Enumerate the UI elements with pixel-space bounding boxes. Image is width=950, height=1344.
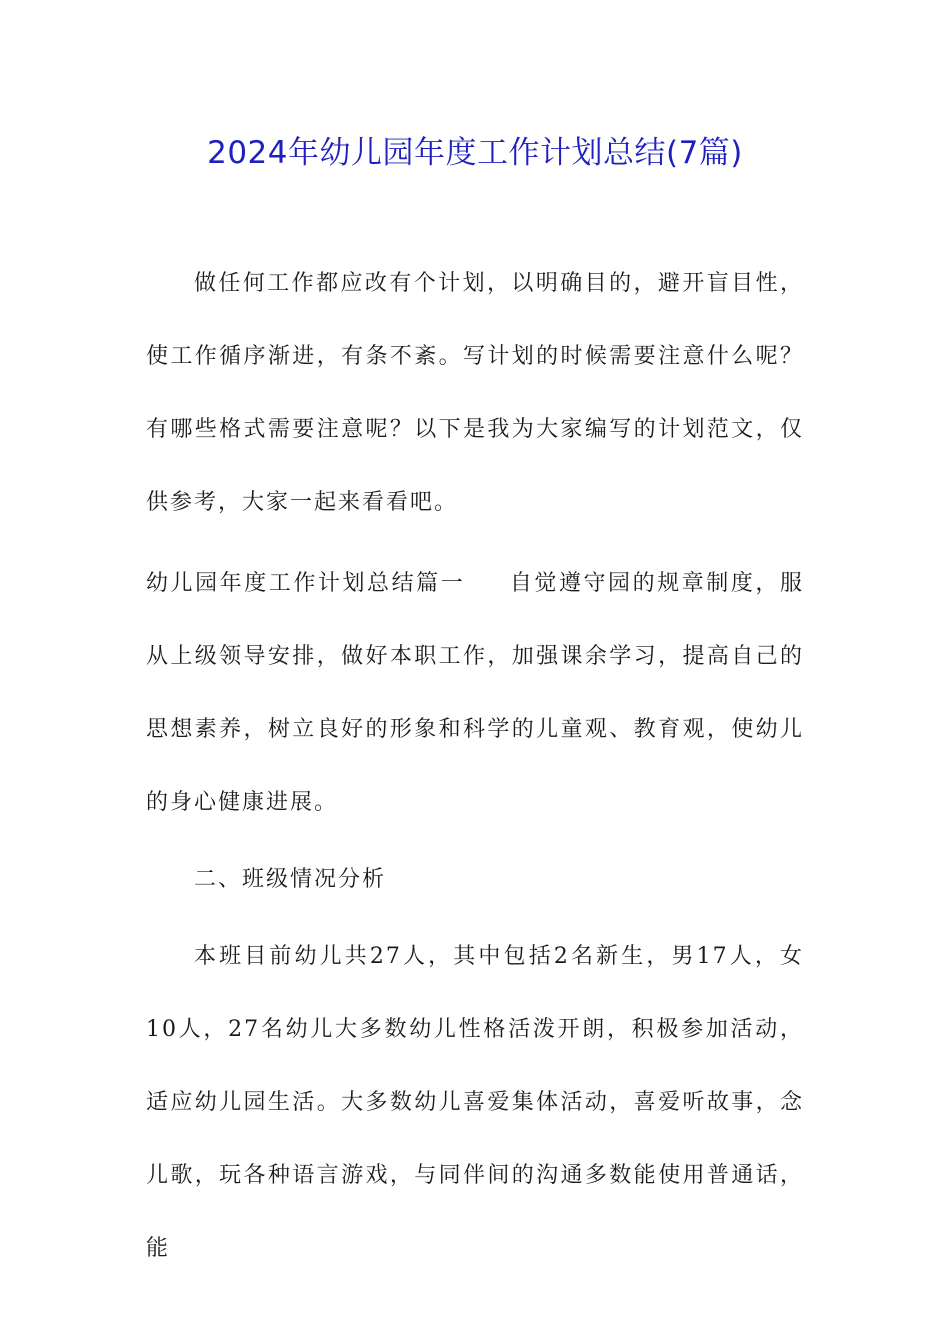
section-one-body: 自觉遵守园的规章制度，服从上级领导安排，做好本职工作，加强课余学习，提高自己的思想素养，树立良好的形象和科学的儿童观、教育观，使幼儿的身心健康进展。 — [146, 571, 804, 815]
intro-paragraph: 做任何工作都应改有个计划，以明确目的，避开盲目性，使工作循序渐进，有条不紊。写计划的时候需要注意什么呢？有哪些格式需要注意呢？以下是我为大家编写的计划范文，仅供参考，大家一起来看看吧。 — [146, 271, 804, 515]
section-one-heading: 幼儿园年度工作计划总结篇一 — [146, 571, 466, 596]
document-title: 2024年幼儿园年度工作计划总结(7篇) — [207, 135, 743, 171]
class-analysis-paragraph: 本班目前幼儿共27人，其中包括2名新生，男17人，女10人，27名幼儿大多数幼儿性格活泼开朗，积极参加活动，适应幼儿园生活。大多数幼儿喜爱集体活动，喜爱听故事，念儿歌，玩各种语言游戏，与同伴间的沟通多数能使用普通话，能 — [146, 944, 804, 1261]
class-analysis-heading: 二、班级情况分析 — [194, 867, 387, 892]
section-one-paragraph — [146, 547, 804, 839]
